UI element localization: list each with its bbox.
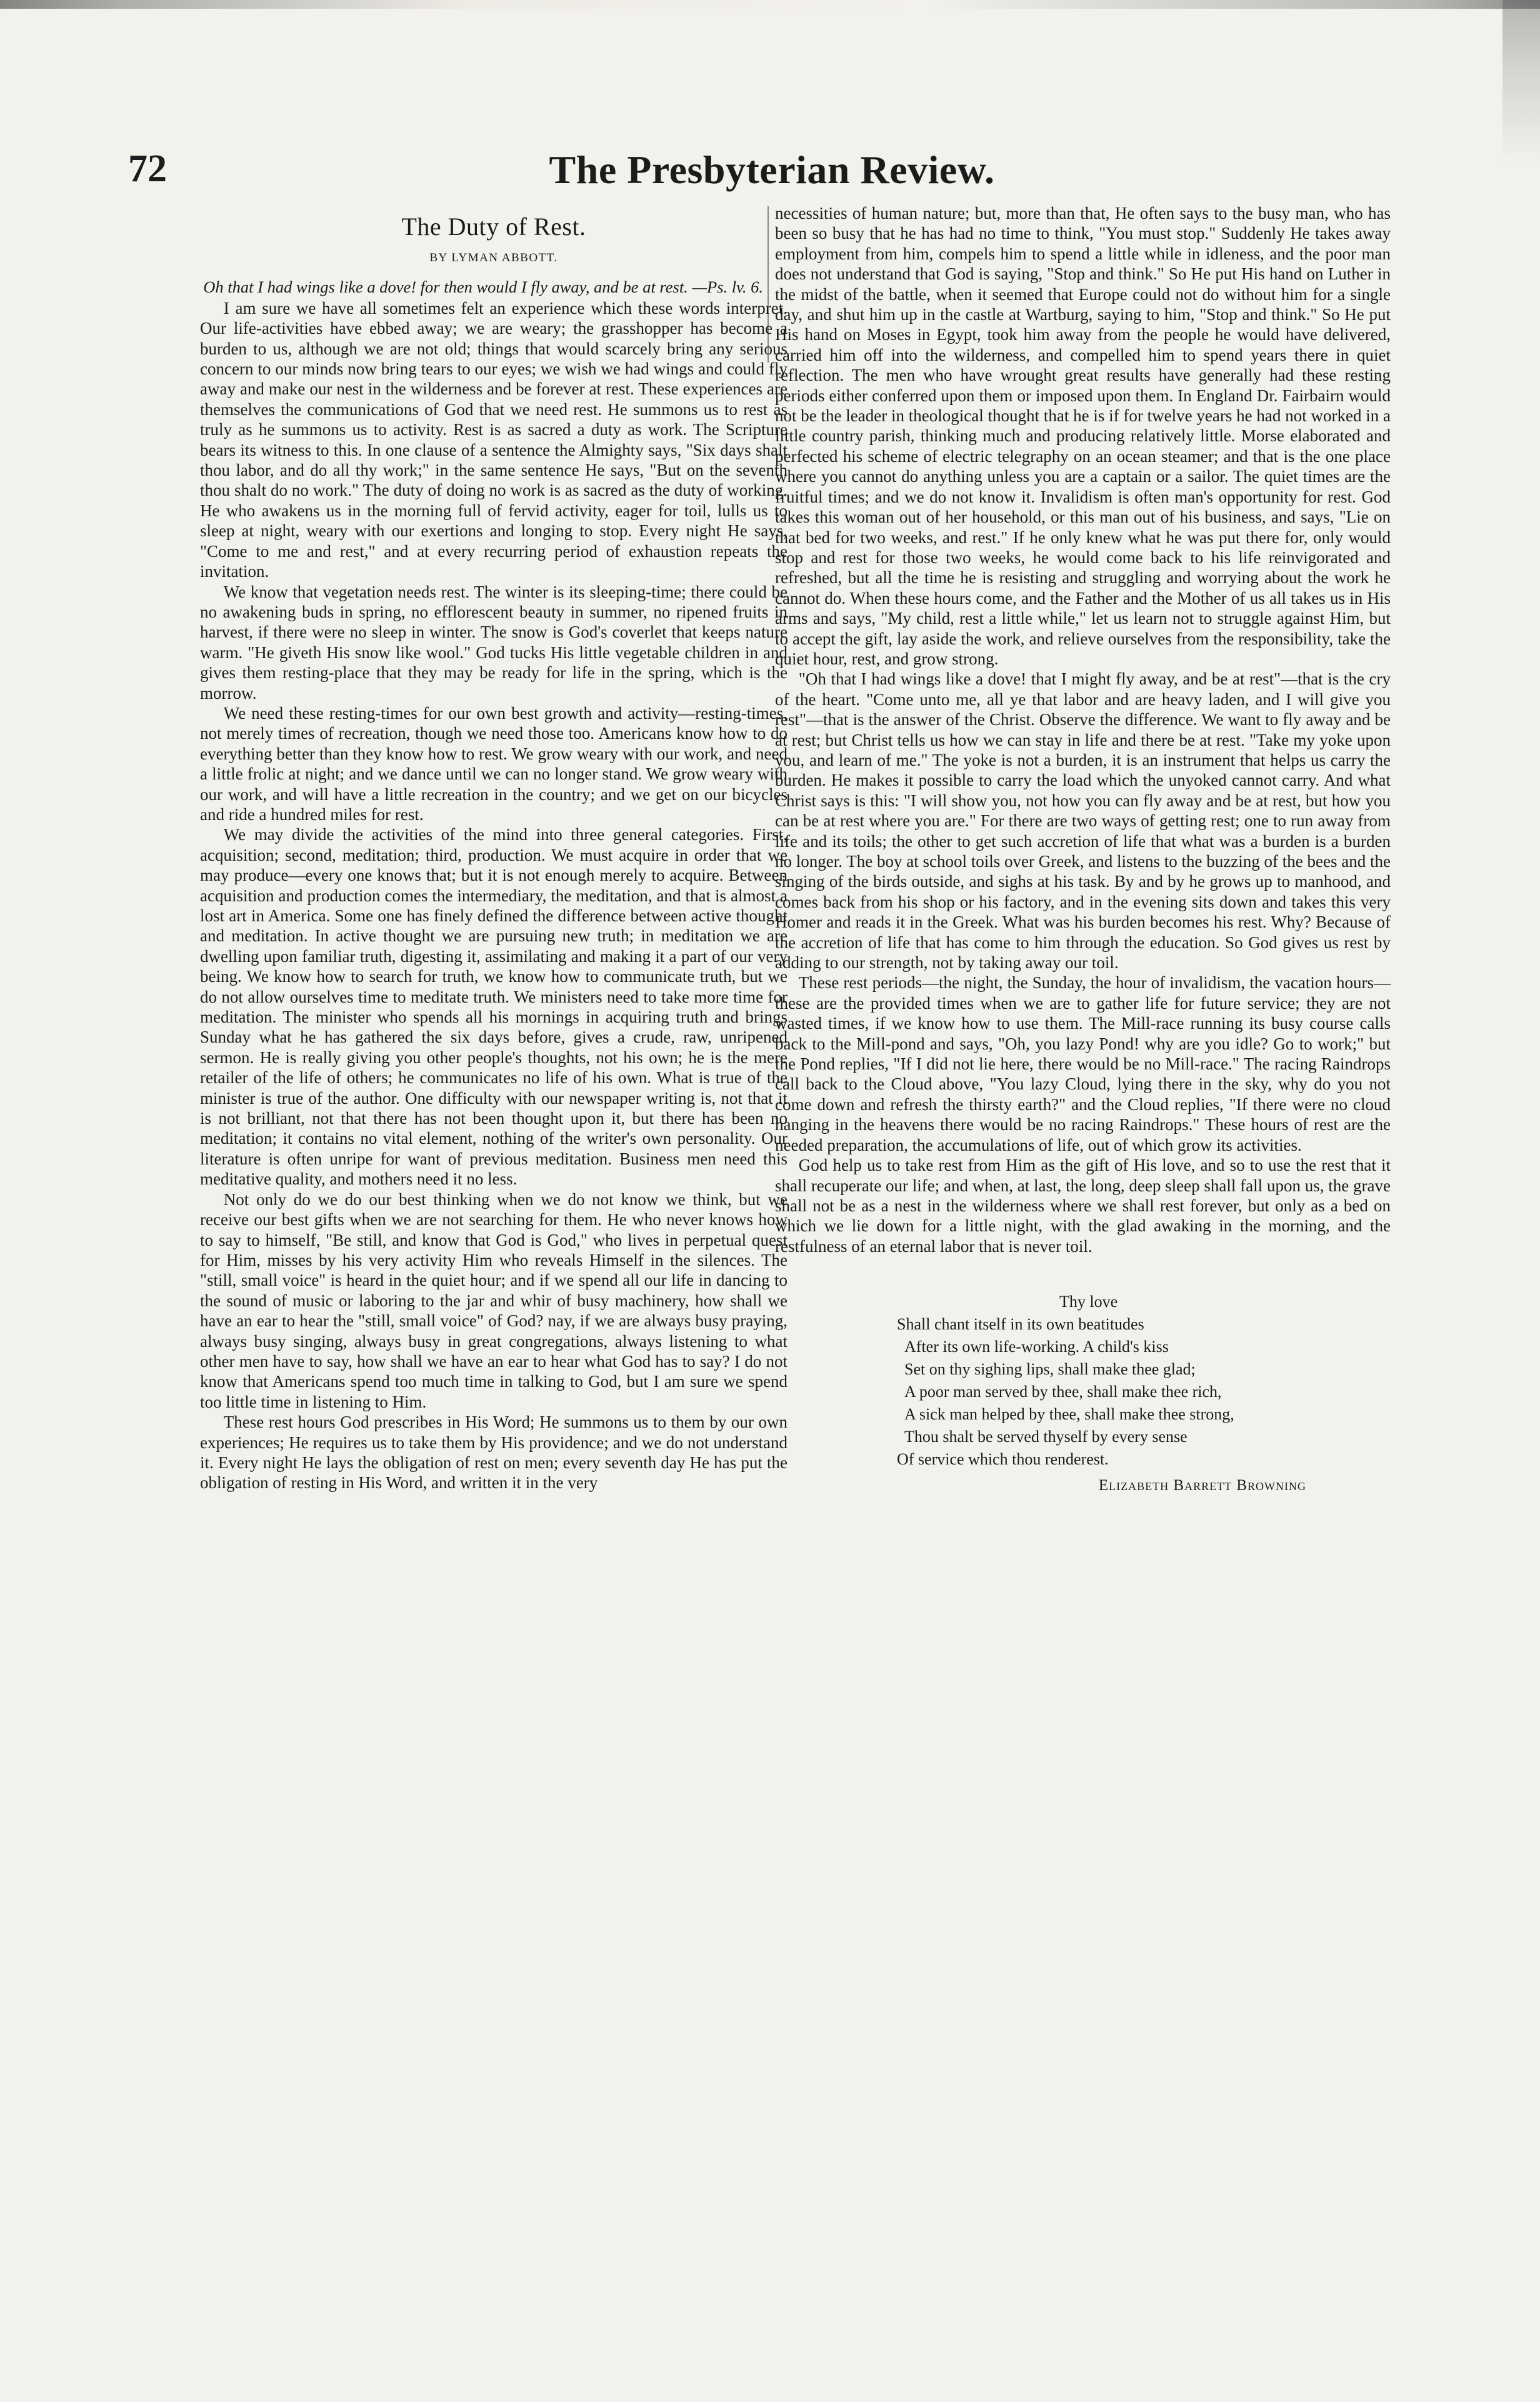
paragraph: Not only do we do our best thinking when we do not know we think, but we receive our best gifts when we are not searching for them. He who never knows how to say to himself, "Be still, and know that God is God," who lives in perpetual quest for Him, misses by his very activity Him who reveals Himself in the silences. The "still, small voice" is heard in the quiet hour; and if we spend all our life in dancing to the sound of music or laboring to the jar and whir of busy machinery, how shall we have an ear to hear the "still, small voice" of God? nay, if we are always busy praying, always busy singing, always busy in great congregations, always listening to what other men have to say, how shall we have an ear to hear what God has to say? I do not know that Americans spend too much time in talking to God, but I am sure we spend too little time in listening to Him. xyxy=(200,1189,788,1411)
paragraph: necessities of human nature; but, more than that, He often says to the busy man, who has been so busy that he has had no time to think, "You must stop." Suddenly He takes away employment from him, compels him to spend a little while in idleness, and the poor man does not understand that God is saying, "Stop and think." So He put His hand on Luther in the midst of the battle, when it seemed that Europe could not do without him for a single day, and shut him up in the castle at Wartburg, saying to him, "Stop and think." So He put His hand on Moses in Egypt, took him away from the people he would have delivered, carried him off into the wilderness, and compelled him to spend years there in quiet reflection. The men who have wrought great results have generally had these resting periods either conferred upon them or imposed upon them. In England Dr. Fairbairn would not be the leader in theological thought that he is if for twelve years he had not worked in a little country parish, thinking much and producing relatively little. Morse elaborated and perfected his scheme of electric telegraphy on an ocean steamer; and that is the one place where you cannot do anything unless you are a captain or a sailor. The quiet times are the fruitful times; and we do not know it. Invalidism is often man's opportunity for rest. God takes this woman out of her household, or this man out of his business, and says, "Lie on that bed for two weeks, and rest." If he only knew what he was put there for, only would stop and rest for those two weeks, he would come back to his life reinvigorated and refreshed, but all the time he is resisting and struggling and worrying about the work he cannot do. When these hours come, and the Father and the Mother of us all takes us in His arms and says, "My child, rest a little while," let us learn not to struggle against Him, but to accept the gift, lay aside the work, and relieve ourselves from the responsibility, take the quiet hour, rest, and grow strong. xyxy=(775,204,1391,668)
poem-line: A sick man helped by thee, shall make thee strong, xyxy=(904,1405,1234,1424)
poem-line: After its own life-working. A child's kiss xyxy=(904,1338,1169,1356)
page-header xyxy=(128,147,1416,203)
poem-line: Thou shalt be served thyself by every sense xyxy=(904,1428,1188,1446)
epigraph-text: Oh that I had wings like a dove! for then would I fly away, and be at rest. xyxy=(203,277,688,296)
paragraph: We may divide the activities of the mind into three general categories. First, acquisition; second, meditation; third, production. We must acquire in order that we may produce—every one knows that; but it is not enough merely to acquire. Between acquisition and production comes the intermediary, the meditation, and that is almost a lost art in America. Some one has finely defined the difference between active thought and meditation. In active thought we are pursuing new truth; in meditation we are dwelling upon familiar truth, digesting it, assimilating and making it a part of our very being. We know how to search for truth, we know how to communicate truth, but we do not allow ourselves time to meditate truth. We ministers need to take more time for meditation. The minister who spends all his mornings in acquiring truth and brings Sunday what he has gathered the six days before, gives a crude, raw, unripened sermon. He is really giving you other people's thoughts, not his own; he is the mere retailer of the life of others; he communicates no life of his own. What is true of the minister is true of the author. One difficulty with our newspaper writing is, not that it is not brilliant, not that there has not been thought upon it, but there has been no meditation; it contains no vital element, nothing of the writer's own personality. Our literature is often unripe for want of previous meditation. Business men need this meditative quality, and mothers need it no less. xyxy=(200,825,788,1189)
paragraph: These rest periods—the night, the Sunday, the hour of invalidism, the vacation hours—these are the provided times when we are to gather life for future service; they are not wasted times, if we know how to use them. The Mill-race running its busy course calls back to the Mill-pond and says, "Oh, you lazy Pond! why are you idle? Go to work;" but the Pond replies, "If I did not lie here, there would be no Mill-race." The racing Raindrops call back to the Cloud above, "You lazy Cloud, lying there in the sky, why do you not come down and refresh the thirsty earth?" and the Cloud replies, "If there were no cloud hanging in the heavens there would be no racing Raindrops." These hours of rest are the needed preparation, the accumulations of life, out of which grow its activities. xyxy=(775,973,1391,1154)
paragraph: These rest hours God prescribes in His Word; He summons us to them by our own experiences; He requires us to take them by His providence; and we do not understand it. Every night He lays the obligation of rest on men; every seventh day He has put the obligation of resting in His Word, and written it in the very xyxy=(200,1413,788,1493)
paragraph: God help us to take rest from Him as the gift of His love, and so to use the rest that it shall recuperate our life; and when, at last, the long, deep sleep shall fall upon us, the grave shall not be as a nest in the wilderness where we shall rest forever, but only as a bed on which we lie down for a little night, with the glad awaking in the morning, and the restfulness of an eternal labor that is never toil. xyxy=(775,1156,1391,1256)
page-number: 72 xyxy=(128,148,167,190)
epigraph xyxy=(200,276,788,298)
poem-line: Set on thy sighing lips, shall make thee glad; xyxy=(904,1360,1196,1379)
left-column xyxy=(200,203,788,1493)
journal-title: The Presbyterian Review. xyxy=(549,148,995,192)
scan-edge-top xyxy=(0,0,1540,9)
poem-line: Of service which thou renderest. xyxy=(897,1450,1109,1469)
paragraph: I am sure we have all sometimes felt an experience which these words interpret. Our life-activities have ebbed away; we are weary; the grasshopper has become a burden to us, although we are not old; things that would scarcely bring any serious concern to our minds now bring tears to our eyes; we wish we had wings and could fly away and make our nest in the wilderness and be forever at rest. These experiences are themselves the communications of God that we need rest. He summons us to rest as truly as he summons us to activity. Rest is as sacred a duty as work. The Scripture bears its witness to this. In one clause of a sentence the Almighty says, "Six days shalt thou labor, and do all thy work;" in the same sentence He says, "But on the seventh thou shalt do no work." The duty of doing no work is as sacred as the duty of working. He who awakens us in the morning full of fervid activity, eager for toil, lulls us to sleep at night, weary with our exertions and longing to stop. Every night He says, "Come to me and rest," and at every recurring period of exhaustion repeats the invitation. xyxy=(200,298,788,581)
poem-author: Elizabeth Barrett Browning xyxy=(1098,1477,1306,1494)
article-title: The Duty of Rest. xyxy=(401,213,586,241)
poem-line: Thy love xyxy=(1059,1293,1118,1311)
paragraph: We need these resting-times for our own best growth and activity—resting-times, not merely times of recreation, though we need those too. Americans know how to do everything better than they know how to rest. We grow weary with our work, and need a little frolic at night; and we dance until we can no longer stand. We grow weary with our work, and will have a little recreation in the country; and we get on our bicycles and ride a hundred miles for rest. xyxy=(200,703,788,824)
poem xyxy=(897,1291,1391,1497)
right-column xyxy=(775,203,1391,1497)
paragraph: We know that vegetation needs rest. The winter is its sleeping-time; there could be no awakening buds in spring, no efflorescent beauty in summer, no ripened fruits in harvest, if there were no sleep in winter. The snow is God's coverlet that keeps nature warm. "He giveth His snow like wool." God tucks His little vegetable children in and gives them resting-place that they may be ready for life in the spring, which is the morrow. xyxy=(200,582,788,703)
poem-line: Shall chant itself in its own beatitudes xyxy=(897,1315,1144,1334)
poem-line: A poor man served by thee, shall make thee rich, xyxy=(904,1383,1222,1401)
epigraph-reference: —Ps. lv. 6. xyxy=(692,277,764,296)
scan-edge-right xyxy=(1502,0,1540,163)
paragraph: "Oh that I had wings like a dove! that I might fly away, and be at rest"—that is the cry of the heart. "Come unto me, all ye that labor and are heavy laden, and I will give you rest"—that is the answer of the Christ. Observe the difference. We want to fly away and be at rest; but Christ tells us how we can stay in life and there be at rest. "Take my yoke upon you, and learn of me." The yoke is not a burden, it is an instrument that helps us carry the burden. He makes it possible to carry the load which the unyoked cannot carry. And what Christ says is this: "I will show you, not how you can fly away and be at rest, but how you can be at rest where you are." For there are two ways of getting rest; one to run away from life and its toils; the other to get such accretion of life that what was a burden is a burden no longer. The boy at school toils over Greek, and listens to the buzzing of the bees and the singing of the birds outside, and sighs at his task. By and by he grows up to manhood, and comes back from his shop or his factory, and in the evening sits down and takes this very Homer and reads it in the Greek. What was his burden becomes his rest. Why? Because of the accretion of life that has come to him through the education. So God gives us rest by adding to our strength, not by taking away our toil. xyxy=(775,669,1391,973)
byline: BY LYMAN ABBOTT. xyxy=(429,251,558,265)
